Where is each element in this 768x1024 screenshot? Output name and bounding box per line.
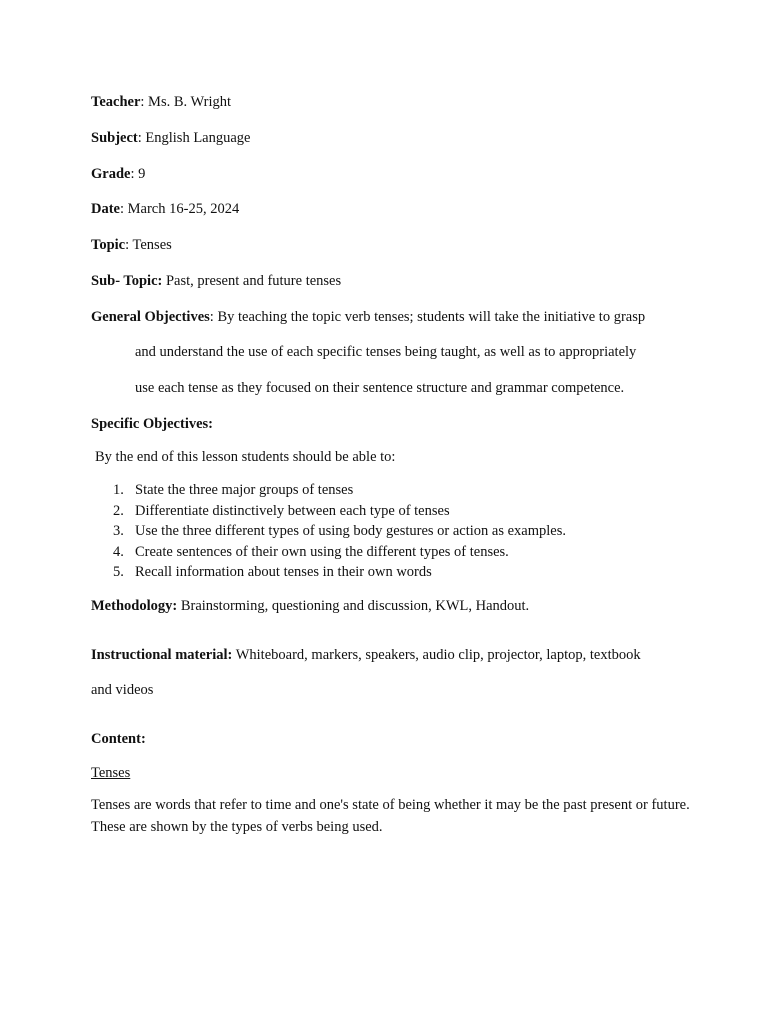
date-line <box>91 200 239 218</box>
general-objectives-line-3: use each tense as they focused on their sentence structure and grammar competence. <box>135 380 625 396</box>
grade-value: : 9 <box>130 166 146 182</box>
list-item-number: 5. <box>113 564 124 581</box>
general-objectives-line-2: and understand the use of each specific tenses being taught, as well as to appropriately <box>135 344 637 360</box>
content-subheading: Tenses <box>91 765 131 781</box>
topic-line <box>91 236 172 254</box>
date-value: : March 16-25, 2024 <box>120 201 240 217</box>
content-heading: Content: <box>91 731 146 747</box>
list-item-number: 3. <box>113 523 124 540</box>
subtopic-line <box>91 272 341 290</box>
list-item-text: Differentiate distinctively between each type of tenses <box>135 502 450 519</box>
content-paragraph: Tenses are words that refer to time and one's state of being whether it may be the past present or future. These are shown by the types of verbs being used. <box>91 797 690 835</box>
subtopic-value: Past, present and future tenses <box>162 273 342 289</box>
list-item-text: Create sentences of their own using the different types of tenses. <box>135 543 509 560</box>
instructional-material-text-1: Whiteboard, markers, speakers, audio clip, projector, laptop, textbook <box>232 647 641 663</box>
list-item-number: 2. <box>113 502 124 519</box>
grade-label: Grade <box>91 166 131 182</box>
list-item-text: Use the three different types of using body gestures or action as examples. <box>135 523 566 540</box>
topic-value: : Tenses <box>125 237 172 253</box>
date-label: Date <box>91 201 120 217</box>
general-objectives-label: General Objectives <box>91 309 210 325</box>
general-objectives-line-1 <box>91 308 645 326</box>
general-objectives-text-1: : By teaching the topic verb tenses; students will take the initiative to grasp <box>209 309 646 325</box>
subject-line <box>91 129 251 147</box>
methodology-label: Methodology: <box>91 598 178 614</box>
grade-line <box>91 165 145 183</box>
instructional-material-label: Instructional material: <box>91 647 233 663</box>
subject-value: : English Language <box>137 130 251 146</box>
teacher-value: : Ms. B. Wright <box>140 94 231 110</box>
specific-objectives-intro: By the end of this lesson students should be able to: <box>95 449 396 465</box>
topic-label: Topic <box>91 237 126 253</box>
instructional-material-line-2: and videos <box>91 682 154 698</box>
instructional-material-line-1 <box>91 646 641 664</box>
list-item-number: 1. <box>113 482 124 498</box>
subtopic-label: Sub- Topic: <box>91 273 163 289</box>
list-item-number: 4. <box>113 543 124 560</box>
specific-objectives-heading: Specific Objectives: <box>91 416 214 432</box>
methodology-value: Brainstorming, questioning and discussion, KWL, Handout. <box>177 598 530 614</box>
list-item-text: Recall information about tenses in their own words <box>135 564 432 581</box>
methodology-line <box>91 597 529 615</box>
list-item-text: State the three major groups of tenses <box>135 482 354 498</box>
teacher-line <box>91 93 231 111</box>
teacher-label: Teacher <box>91 94 141 110</box>
subject-label: Subject <box>91 130 138 146</box>
